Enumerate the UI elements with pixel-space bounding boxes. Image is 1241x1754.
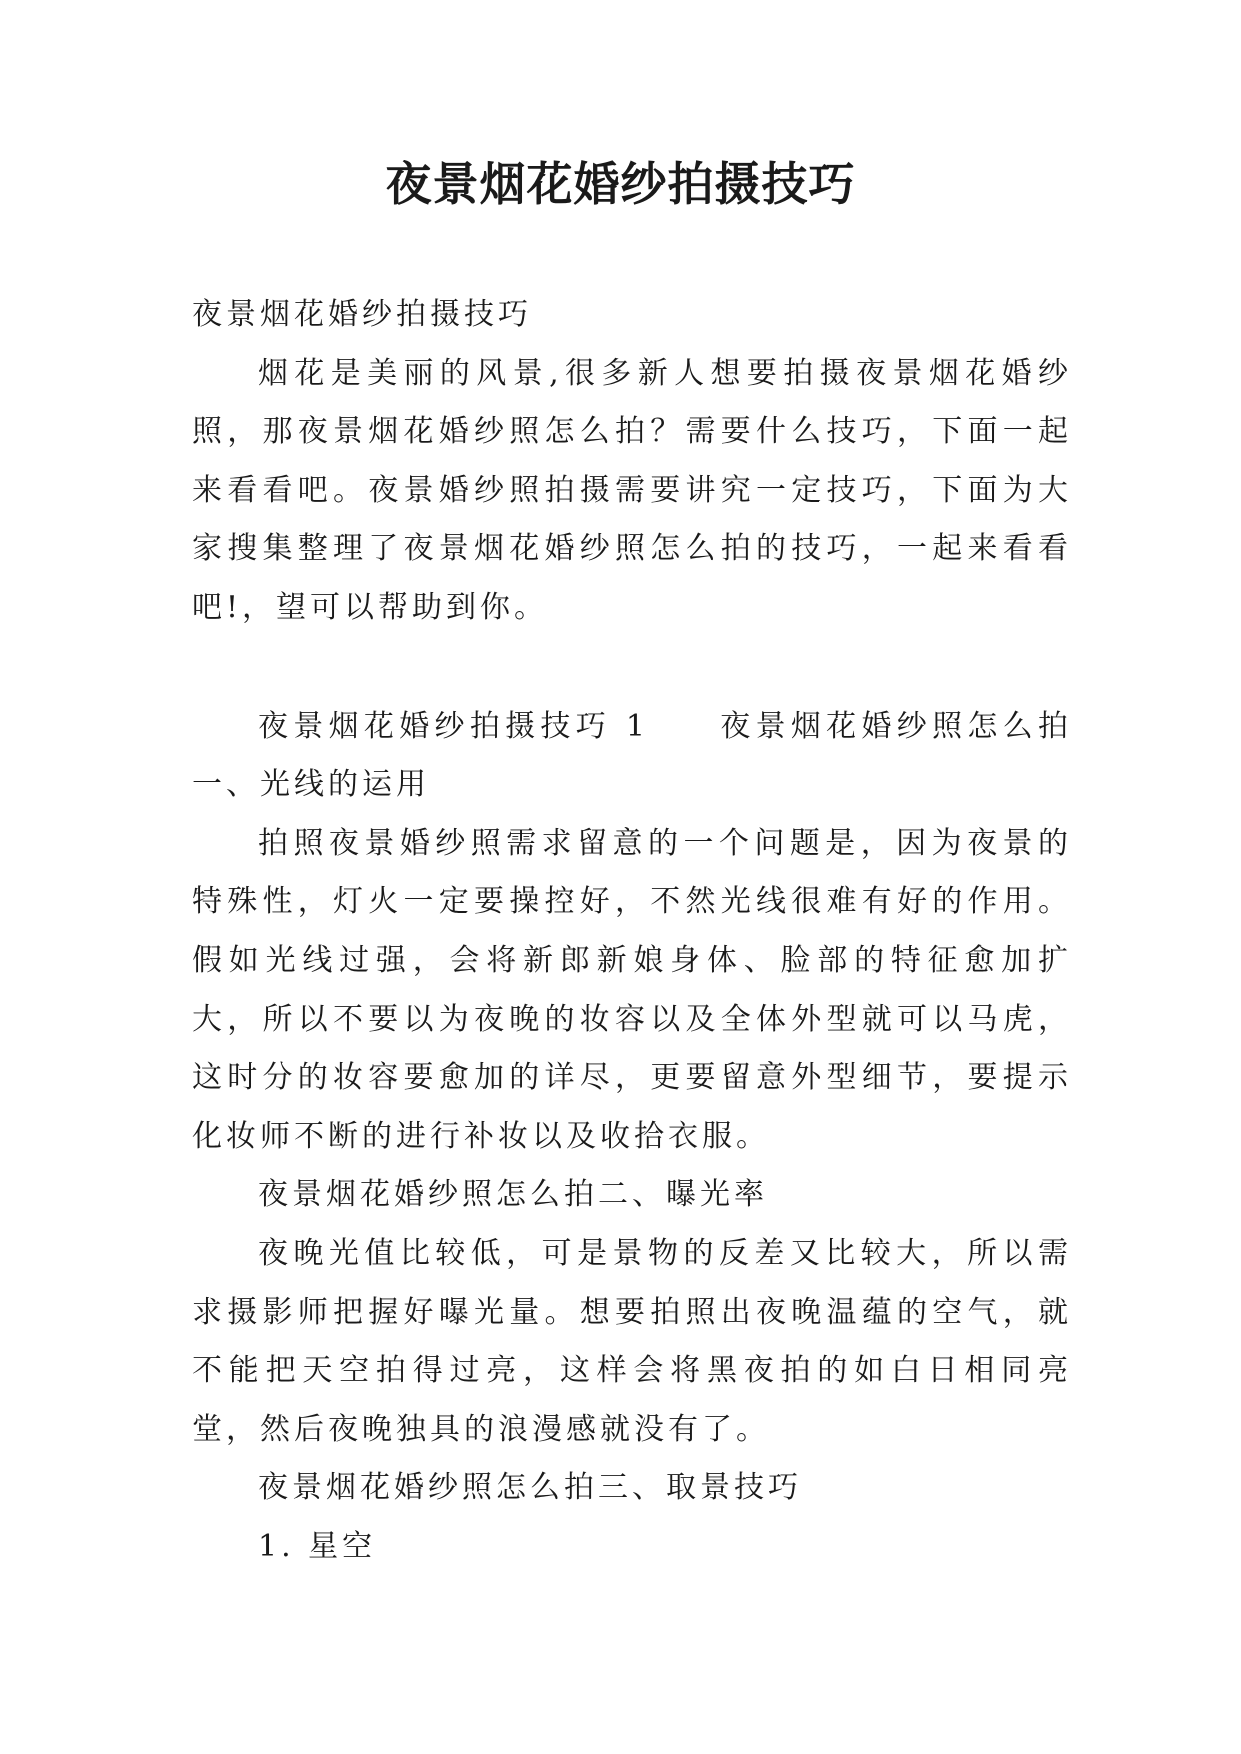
paragraph-gap	[192, 638, 1072, 698]
document-title: 夜景烟花婚纱拍摄技巧	[385, 157, 856, 211]
document-subtitle: 夜景烟花婚纱拍摄技巧	[192, 297, 532, 332]
intro-paragraph: 烟花是美丽的风景,很多新人想要拍摄夜景烟花婚纱照，那夜景烟花婚纱照怎么拍？需要什么技巧，下面一起来看看吧。夜景婚纱照拍摄需要讲究一定技巧，下面为大家搜集整理了夜景烟花婚纱照怎么拍的技巧，一起来看看吧!，望可以帮助到你。	[192, 355, 1072, 625]
section1-label: 夜景烟花婚纱拍摄技巧 1	[258, 708, 649, 744]
section2-paragraph: 夜晚光值比较低，可是景物的反差又比较大，所以需求摄影师把握好曝光量。想要拍照出夜晚温蕴的空气，就不能把天空拍得过亮，这样会将黑夜拍的如白日相同亮堂，然后夜晚独具的浪漫感就没有了。	[192, 1235, 1072, 1447]
section2-heading: 夜景烟花婚纱照怎么拍二、曝光率	[258, 1177, 768, 1213]
document-body	[192, 286, 1072, 1576]
section1-heading: 夜景烟花婚纱照怎么拍一、光线的运用	[192, 708, 1073, 803]
section1-heading-line	[192, 698, 1072, 815]
list-item: 1. 星空	[258, 1528, 377, 1564]
section1-paragraph: 拍照夜景婚纱照需求留意的一个问题是，因为夜景的特殊性，灯火一定要操控好，不然光线很难有好的作用。假如光线过强，会将新郎新娘身体、脸部的特征愈加扩大，所以不要以为夜晚的妆容以及全体外型就可以马虎，这时分的妆容要愈加的详尽，更要留意外型细节，要提示化妆师不断的进行补妆以及收拾衣服。	[192, 825, 1072, 1154]
section3-heading: 夜景烟花婚纱照怎么拍三、取景技巧	[258, 1470, 802, 1506]
